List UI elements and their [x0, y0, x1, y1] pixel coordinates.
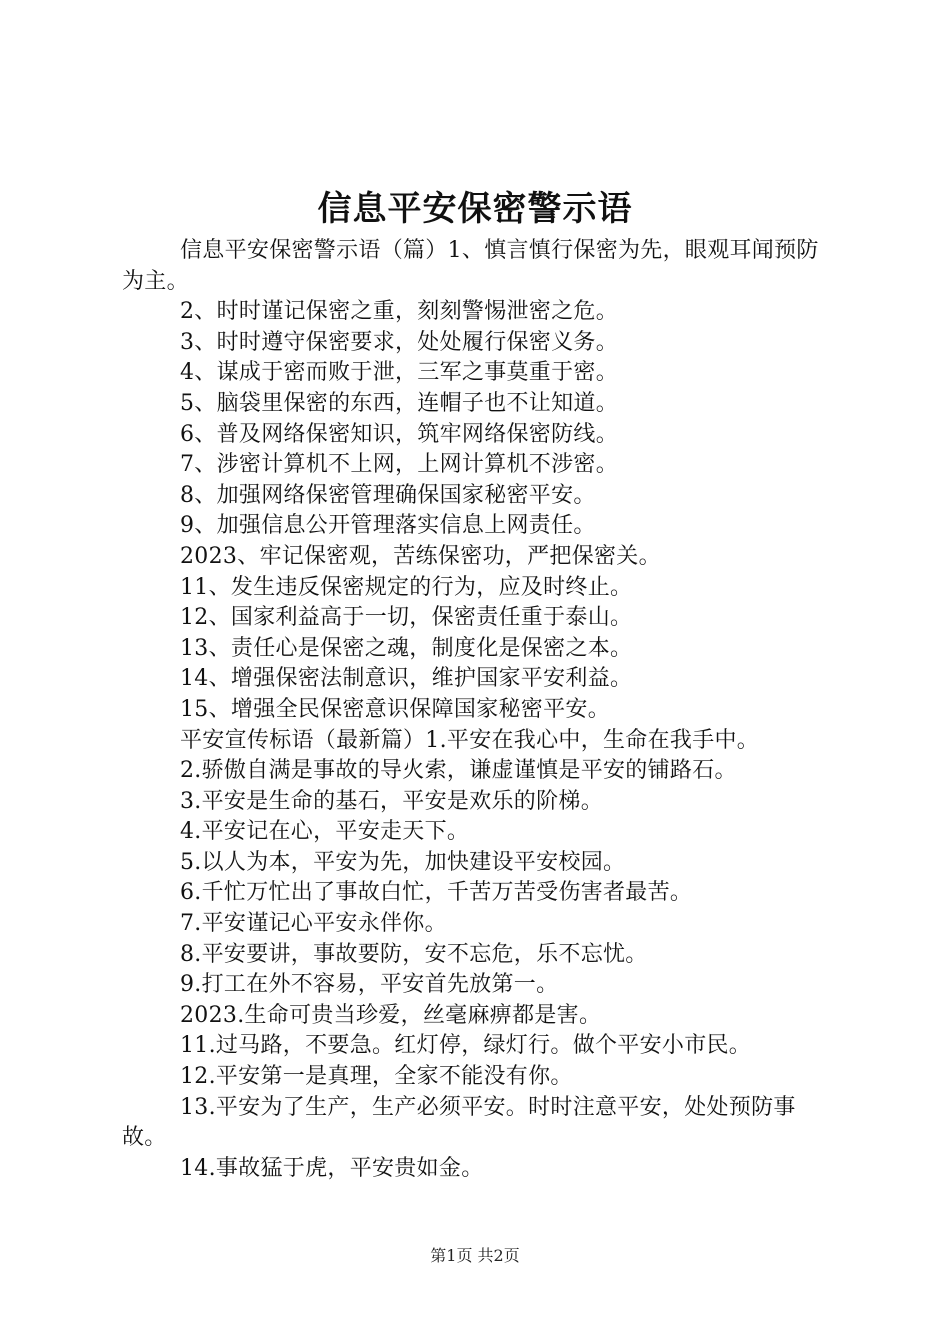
paragraph: 13.平安为了生产，生产必须平安。时时注意平安，处处预防事故。 — [122, 1094, 796, 1151]
paragraph: 5、脑袋里保密的东西，连帽子也不让知道。 — [180, 390, 618, 416]
paragraph: 7.平安谨记心平安永伴你。 — [180, 911, 447, 937]
paragraph: 5.以人为本，平安为先，加快建设平安校园。 — [180, 849, 626, 875]
paragraph: 12、国家利益高于一切，保密责任重于泰山。 — [180, 605, 633, 631]
paragraph: 14、增强保密法制意识，维护国家平安利益。 — [180, 666, 633, 692]
document-body — [122, 236, 834, 1184]
paragraph: 2.骄傲自满是事故的导火索，谦虚谨慎是平安的铺路石。 — [180, 758, 737, 784]
document-title: 信息平安保密警示语 — [317, 189, 633, 229]
paragraph: 4.平安记在心，平安走天下。 — [180, 819, 470, 845]
paragraph: 8、加强网络保密管理确保国家秘密平安。 — [180, 482, 596, 508]
paragraph: 15、增强全民保密意识保障国家秘密平安。 — [180, 696, 610, 722]
paragraph: 信息平安保密警示语（篇）1、慎言慎行保密为先，眼观耳闻预防为主。 — [122, 238, 819, 294]
paragraph: 13、责任心是保密之魂，制度化是保密之本。 — [180, 635, 633, 661]
paragraph: 8.平安要讲，事故要防，安不忘危，乐不忘忧。 — [180, 941, 648, 967]
paragraph: 9.打工在外不容易，平安首先放第一。 — [180, 972, 559, 998]
paragraph: 6、普及网络保密知识，筑牢网络保密防线。 — [180, 421, 618, 447]
paragraph: 11.过马路，不要急。红灯停，绿灯行。做个平安小市民。 — [180, 1033, 752, 1059]
paragraph: 6.千忙万忙出了事故白忙，千苦万苦受伤害者最苦。 — [180, 880, 693, 906]
paragraph: 平安宣传标语（最新篇）1.平安在我心中，生命在我手中。 — [180, 727, 760, 753]
paragraph: 14.事故猛于虎，平安贵如金。 — [180, 1155, 484, 1181]
paragraph: 9、加强信息公开管理落实信息上网责任。 — [180, 513, 596, 539]
paragraph: 4、谋成于密而败于泄，三军之事莫重于密。 — [180, 360, 618, 386]
paragraph: 2023.生命可贵当珍爱，丝毫麻痹都是害。 — [180, 1002, 602, 1028]
paragraph: 11、发生违反保密规定的行为，应及时终止。 — [180, 574, 633, 600]
paragraph: 3.平安是生命的基石，平安是欢乐的阶梯。 — [180, 788, 603, 814]
paragraph: 12.平安第一是真理，全家不能没有你。 — [180, 1064, 573, 1090]
page-footer: 第1页 共2页 — [430, 1246, 520, 1265]
paragraph: 2、时时谨记保密之重，刻刻警惕泄密之危。 — [180, 299, 618, 325]
paragraph: 2023、牢记保密观，苦练保密功，严把保密关。 — [180, 543, 661, 569]
paragraph: 7、涉密计算机不上网，上网计算机不涉密。 — [180, 452, 618, 478]
paragraph: 3、时时遵守保密要求，处处履行保密义务。 — [180, 329, 618, 355]
